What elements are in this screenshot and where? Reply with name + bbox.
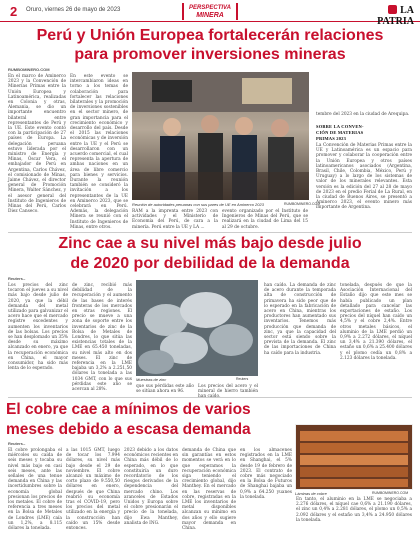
article1-col2: En este evento se intercambiaron ideas en torno a los temas de colaboración para fortalecer las relaciones bilaterales y la promoción de inversiones sostenibles en el sector minero, de gran importancia para el crecimiento económico y desarrollo del país. Desde el 2015 las relaciones económicas y de inversión entre la UE y el Perú se desarrollaron con un acuerdo comercial, el cual representa la apertura de ambas naciones en un área de libre comercio para bienes y servicios. Durante la reunión también se consideró la invitación a los representantes de la UE en Aminerco 2023, que se celebrará en Perú. Además, la delegación Minera se reunió con el Instituto de Ingenieros de Minas, entre otros.	[70, 74, 128, 230]
article1-photo	[132, 72, 309, 200]
article2-below-photo-right: Los precios del acero y el mineral de hierro también	[198, 384, 258, 395]
article3-right-text: En tanto, el aluminio en la LME se negociaba a 2.276 dólares, el níquel cae 0,6% a 21.190 dólares, el zinc un 0,4% a 2.281 dólares, el plomo un 0,5% a 2.092 dólares y el estaño un 3,4% a 24.950 dólares la tonelada.	[296, 497, 412, 523]
copper-sheets-photo	[295, 424, 413, 490]
article2-col4: han caído. La demanda de zinc de acero durante la temporada alta de construcción de primavera ha sido peor que de lo esperado en la fabricación de acero en China, mientras los productores han aumentado sus inventarios. Tenemos más producción que demanda de zinc, ya que la capacidad del sector está siendo sobre la prevista de la demanda. El zinc de las importaciones de China ha caído para la industria.	[264, 283, 336, 356]
article2-photo	[136, 280, 258, 376]
newspaper-logo-icon	[388, 5, 397, 14]
newspaper-logo: LA PATRIA	[377, 5, 414, 27]
article2-below-photo-left: que sus pérdidas este año se sitúan ahora en 96.	[136, 384, 194, 395]
article1-right-top: tembre del 2023 en la ciudad de Arequipa.	[316, 112, 410, 117]
article2-col2: de zinc, recibió más debilidad de la recuperación y el aumento de las bases de interés fronteras de los mercados en otras regiones. El precio se mueve a una zona de soporte entre los inventarios de zinc de la Bolsa de Metales de Londres, lo que sitúa las existencias totales de la LME en 65.450 toneladas, su nivel más alto en dos meses. El zinc de referencia en la LME bajaba un 3,2% a 2.251,50 dólares la tonelada a las 1034 GMT, con lo que sus pérdidas este año se acercan al 28%.	[72, 283, 132, 393]
article2-photo-credit: Reuters	[236, 377, 249, 381]
article1-photo-credit: RUMBOMINERO.COM	[284, 202, 321, 206]
article2-col5: tonelada, después de que la Asociación Internacional del Estaño dijo que este mes se había publicado un plan detallado para cancelar las exportaciones de estaño. Los precios del níquel han caído un 4,5% y el cobre 2,4%. Entre otros metales básicos, el aluminio de la LME perdió un 0,9% a 2.272 dólares, el níquel un 3,4% a 21.390 dólares, el estaño un 0,6% a 25.400 dólares y el plomo cedía un 0,8% a 2.123 dólares la tonelada.	[340, 283, 412, 361]
article3-photo-credit: RUMBOMINERO.COM	[372, 491, 409, 495]
article1-title-line2: para promover inversiones mineras	[74, 46, 346, 63]
article1-col1: En el marco de Aminerco 2023 y la Convención de Minerías Primas entre la Unión Europea y Latinoamérica, realizadas en Colonia y otras, Alemania, se dio un importante encuentro bilateral entre representantes de Perú y la UE. Este evento contó con la participación de 27 países de Europa. La delegación peruana estuvo liderada por el ministro de Energía y Minas, Óscar Vera, el embajador de Perú en Argentina, Carlos Chávez, el comisionado de Minas, Jaime Chávez, el director general de Promoción Minera, Walter Sánchez, y el asesor general del Instituto de Ingenieros de Minas del Perú, Carlos Diez Canseco.	[8, 74, 66, 215]
article3-title-line1: El cobre cae a mínimos de varios	[6, 401, 251, 418]
meeting-photo-illustration	[132, 72, 309, 200]
zinc-samples-illustration	[136, 280, 258, 376]
article1-right-text: La Convención de Materias Primas entre la UE y Latinoamérica es un espacio para promover y colaborar la cooperación entre la Unión Europea y otros países latinoamericanos asociados (Argentina, Brasil, Chile, Colombia, México, Perú y Uruguay) a lo largo de los sistemas de valor de los minerales relevantes. Esta versión es la edición del 27 al 28 de mayo de 2023 en el predio Ferial de La Rural, en la ciudad de Buenos Aires, se presentó a Aminerco 2023, el evento minero más importante de Argentina.	[316, 143, 412, 211]
article3-col4: demanda de China que sin garantías en estos momentos se verá en lo que esperamos la recuperación económica siga teniendo el crecimiento global, dijo Manthey. En el mercado en las reservas de cobre, registradas en la LME los inventarios de metal disponibles alcanzan su mínimo en dos años y ello sugiere mayor demanda en China.	[182, 448, 236, 532]
article1-sidebar-heading: SOBRE LA CONVEN- CIÓN DE MATERIAS PRIMAS 2023	[316, 124, 364, 141]
page-header	[0, 0, 420, 27]
article2-photo-caption: Muestras de zinc	[136, 377, 167, 382]
article3-byline: Reuters.-	[8, 441, 26, 446]
article1-photo-caption: Reunión de autoridades peruanas con sus pares de UE en Aminerco 2023	[132, 202, 264, 207]
copper-sheets-illustration	[296, 425, 412, 489]
header-date: Oruro, viernes 26 de mayo de 2023	[26, 7, 121, 13]
article3-title-line2: meses debido a escasa demanda	[6, 421, 251, 438]
page-number: 2	[10, 4, 18, 19]
article3-photo-caption: Láminas de cobre	[295, 491, 327, 496]
article2-byline: Reuters.-	[8, 276, 26, 281]
article2-title-line2: de 2020 por debilidad de la demanda	[70, 255, 350, 272]
section-divider	[8, 397, 412, 398]
article1-title-line1: Perú y Unión Europea fortalecerán relaciones	[36, 27, 384, 44]
article1-col4-below-photo: evento organizado por el Instituto de Ingenieros de Minas del Perú, que se realizará en la ciudad de Lima del 15 al 29 de octubre.	[222, 209, 308, 230]
article2-col1: Los precios del zinc tocaron el jueves a su nivel más bajo desde julio de 2020, ya que la débil demanda del metal utilizado para galvanizar el acero hace que el mercado registre excedentes y aumenten los inventarios de las bolsas. Los precios se han desplomado un 35% desde su máximo alcanzado en enero, ya que la recuperación económica en China, el mayor consumidor, ha sido más lenta de lo esperado.	[8, 283, 68, 372]
article3-col2: a las 1015 GMT, luego de tocar los 7.994 dólares, su nivel más bajo desde el 29 de noviembre. El cobre alcanzó un máximo de corto plazo de 9.550,50 dólares en enero, después de que China reabrió su economía tras el COVID-19, pero los precios del metal utilizado en la energía y la construcción han caído un 15% desde entonces.	[66, 448, 120, 532]
article2-title-line1: Zinc cae a su nivel más bajo desde julio	[58, 235, 362, 252]
article1-byline: RUMBOMINERO.COM	[8, 67, 50, 72]
supplement-logo: PERSPECTIVA MINERA	[182, 3, 238, 20]
article3-col1: El cobre prolongaba el miércoles su caída de seis meses y tocaba su nivel más bajo en casi seis meses, ante las señales de una tenue demanda en China y las incertidumbres sobre la economía global presionan los precios de los metales. El cobre de referencia a tres meses en la Bolsa de Metales de Londres (LME) caía un 1,2%, a 8.115 dólares la tonelada.	[8, 448, 62, 532]
article1-col3-below-photo: RAM a la imprenta entre 2023 con actividades y el Ministerio de Economía del Perú, de cara a la minería. Perú entre la UE y LA ...	[132, 209, 218, 230]
article3-col3: 2023 debido a los datos económicos recientes en China más débil de lo esperado, en lo que constituiría un duro recordatorio de los riesgos derivados de la dependencia del mercado chino. Los aranceles de Estados Unidos y Europa sobre el cobre presionarán el precio de la tonelada, dijo Ewa Manthey, analista de ING.	[124, 448, 178, 526]
section-divider	[8, 232, 412, 233]
article3-col5: en los almacenes registrados en la LME en Shanghai, el 5% desde 19 de febrero de 2023. El contrato de cobre más negociado en la Bolsa de Futuros de Shanghai bajaba un 0,9% a 64.250 yuanes la tonelada.	[240, 448, 292, 500]
